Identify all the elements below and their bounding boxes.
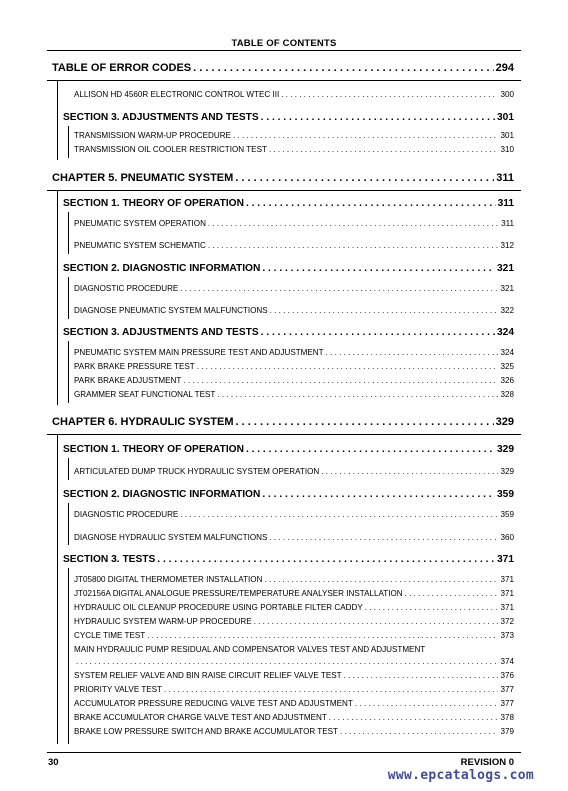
section-bracket xyxy=(68,126,69,158)
toc-item[interactable]: PARK BRAKE PRESSURE TEST . . . 325 xyxy=(74,362,514,371)
chapter-bracket xyxy=(57,434,58,744)
watermark-url: www.epcatalogs.com xyxy=(387,768,534,783)
toc-section[interactable]: SECTION 3. ADJUSTMENTS AND TESTS . . . 301 xyxy=(63,112,514,123)
toc-item[interactable]: JT02156A DIGITAL ANALOGUE PRESSURE/TEMPERATURE ANALYSER INSTALLATION . . . 371 xyxy=(74,589,514,598)
toc-item[interactable]: DIAGNOSTIC PROCEDURE . . . 359 xyxy=(74,510,514,519)
toc-section[interactable]: SECTION 3. ADJUSTMENTS AND TESTS . . . 324 xyxy=(63,327,514,338)
toc-section[interactable]: SECTION 2. DIAGNOSTIC INFORMATION . . . 359 xyxy=(63,489,514,500)
footer-rule xyxy=(47,752,521,753)
page-header-title: TABLE OF CONTENTS xyxy=(231,38,337,49)
header-rule xyxy=(47,50,521,51)
section-bracket xyxy=(68,212,69,254)
page-number: 30 xyxy=(48,757,59,768)
chapter-bracket xyxy=(57,190,58,405)
toc-item[interactable]: DIAGNOSE PNEUMATIC SYSTEM MALFUNCTIONS . . . 322 xyxy=(74,306,514,315)
toc-section[interactable]: SECTION 1. THEORY OF OPERATION . . . 329 xyxy=(63,444,514,455)
toc-item[interactable]: GRAMMER SEAT FUNCTIONAL TEST . . . 328 xyxy=(74,390,514,399)
section-bracket xyxy=(68,568,69,744)
toc-chapter-error-codes[interactable]: TABLE OF ERROR CODES . . . 294 xyxy=(52,62,514,74)
toc-item[interactable]: BRAKE ACCUMULATOR CHARGE VALVE TEST AND ADJUSTMENT . . . 378 xyxy=(74,713,514,722)
toc-item[interactable]: DIAGNOSE HYDRAULIC SYSTEM MALFUNCTIONS . . . 360 xyxy=(74,533,514,542)
toc-chapter-6[interactable]: CHAPTER 6. HYDRAULIC SYSTEM . . . 329 xyxy=(52,416,514,428)
toc-item[interactable]: TRANSMISSION WARM-UP PROCEDURE . . . 301 xyxy=(74,131,514,140)
chapter-rule xyxy=(47,190,521,191)
dot-leader xyxy=(193,62,494,74)
toc-chapter-5[interactable]: CHAPTER 5. PNEUMATIC SYSTEM . . . 311 xyxy=(52,172,514,184)
toc-item[interactable]: PNEUMATIC SYSTEM MAIN PRESSURE TEST AND ADJUSTMENT . . . 324 xyxy=(74,348,514,357)
section-bracket xyxy=(68,277,69,319)
toc-item[interactable]: PARK BRAKE ADJUSTMENT . . . 326 xyxy=(74,376,514,385)
toc-item[interactable]: PRIORITY VALVE TEST . . . 377 xyxy=(74,685,514,694)
toc-item[interactable]: CYCLE TIME TEST . . . 373 xyxy=(74,631,514,640)
toc-item[interactable]: JT05800 DIGITAL THERMOMETER INSTALLATION . . . 371 xyxy=(74,575,514,584)
toc-item[interactable]: PNEUMATIC SYSTEM OPERATION . . . 311 xyxy=(74,219,514,228)
toc-item[interactable]: ACCUMULATOR PRESSURE REDUCING VALVE TEST AND ADJUSTMENT . . . 377 xyxy=(74,699,514,708)
section-bracket xyxy=(68,341,69,403)
toc-item[interactable]: ARTICULATED DUMP TRUCK HYDRAULIC SYSTEM OPERATION . . . 329 xyxy=(74,467,514,476)
chapter-rule xyxy=(47,434,521,435)
toc-section[interactable]: SECTION 2. DIAGNOSTIC INFORMATION . . . 321 xyxy=(63,263,514,274)
section-bracket xyxy=(68,458,69,480)
toc-item[interactable]: SYSTEM RELIEF VALVE AND BIN RAISE CIRCUIT RELIEF VALVE TEST . . . 376 xyxy=(74,671,514,680)
revision-label: REVISION 0 xyxy=(460,757,514,768)
toc-item[interactable]: ALLISON HD 4560R ELECTRONIC CONTROL WTEC III . . . 300 xyxy=(74,90,514,99)
chapter-rule xyxy=(47,80,521,81)
chapter-bracket xyxy=(57,80,58,160)
toc-item[interactable]: TRANSMISSION OIL COOLER RESTRICTION TEST . . . 310 xyxy=(74,145,514,154)
toc-item[interactable]: BRAKE LOW PRESSURE SWITCH AND BRAKE ACCUMULATOR TEST . . . 379 xyxy=(74,727,514,736)
toc-section[interactable]: SECTION 3. TESTS . . . 371 xyxy=(63,554,514,565)
toc-item-continuation[interactable]: . . . 374 xyxy=(74,657,514,666)
section-bracket xyxy=(68,503,69,545)
toc-item[interactable]: HYDRAULIC OIL CLEANUP PROCEDURE USING PORTABLE FILTER CADDY . . . 371 xyxy=(74,603,514,612)
toc-item[interactable]: HYDRAULIC SYSTEM WARM-UP PROCEDURE . . . 372 xyxy=(74,617,514,626)
toc-item[interactable]: DIAGNOSTIC PROCEDURE . . . 321 xyxy=(74,284,514,293)
toc-item-title-wrapped[interactable]: MAIN HYDRAULIC PUMP RESIDUAL AND COMPENSATOR VALVES TEST AND ADJUSTMENT xyxy=(74,645,426,654)
toc-item[interactable]: PNEUMATIC SYSTEM SCHEMATIC . . . 312 xyxy=(74,241,514,250)
toc-section[interactable]: SECTION 1. THEORY OF OPERATION . . . 311 xyxy=(63,198,514,209)
